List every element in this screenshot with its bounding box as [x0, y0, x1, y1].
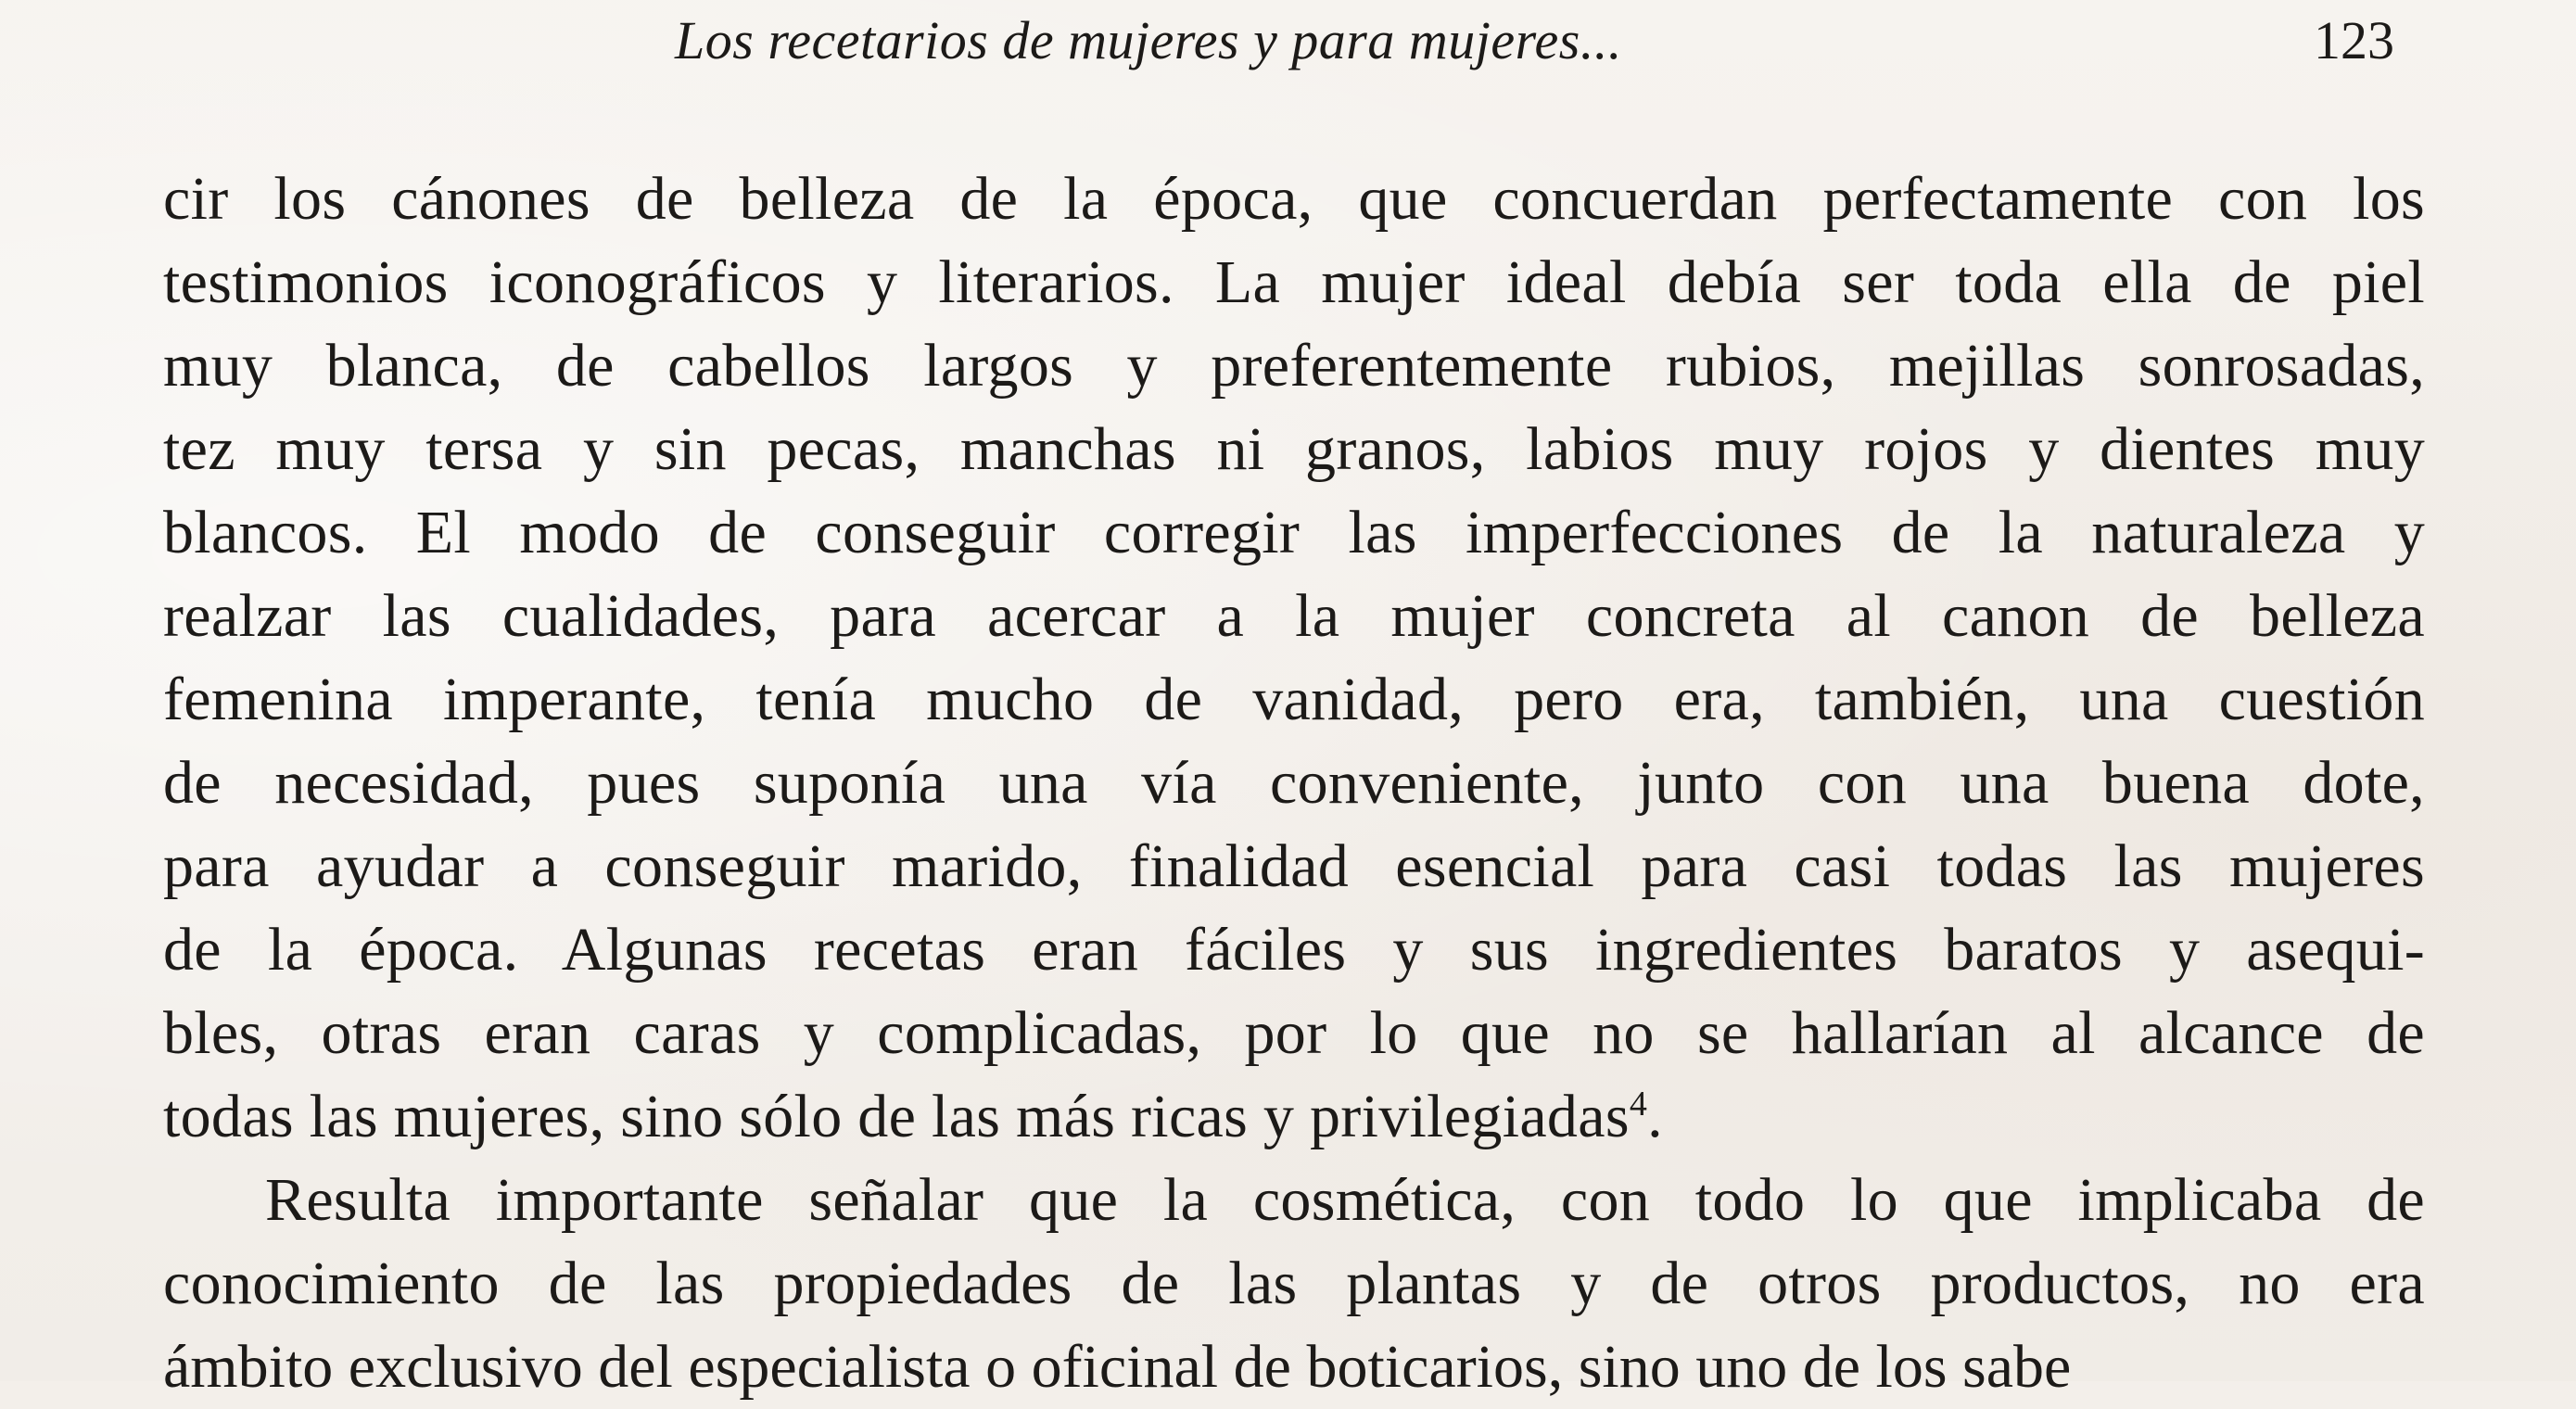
text-line: testimonios iconográficos y literarios. La mujer ideal debía ser toda ella de piel: [163, 248, 2425, 316]
text-line: muy blanca, de cabellos largos y preferentemente rubios, mejillas sonrosadas,: [163, 332, 2425, 400]
text-line: blancos. El modo de conseguir corregir las imperfecciones de la naturaleza y: [163, 499, 2425, 566]
text-line: realzar las cualidades, para acercar a la mujer concreta al canon de belleza: [163, 582, 2425, 650]
text-line: bles, otras eran caras y complicadas, por lo que no se hallarían al alcance de: [163, 999, 2425, 1067]
text-line: cir los cánones de belleza de la época, que concuerdan perfectamente con los: [163, 165, 2425, 233]
text-line: de necesidad, pues suponía una vía conveniente, junto con una buena dote,: [163, 749, 2425, 817]
text-line: para ayudar a conseguir marido, finalidad esencial para casi todas las mujeres: [163, 832, 2425, 900]
footnote-reference[interactable]: 4: [1629, 1085, 1648, 1123]
running-title: Los recetarios de mujeres y para mujeres...: [675, 10, 1622, 70]
text-line: femenina imperante, tenía mucho de vanidad, pero era, también, una cuestión: [163, 666, 2425, 733]
text-line-indented: Resulta importante señalar que la cosmética, con todo lo que implicaba de: [265, 1166, 2425, 1234]
text-line: de la época. Algunas recetas eran fáciles y sus ingredientes baratos y asequi-: [163, 916, 2425, 984]
last-line-period: .: [1647, 1083, 1663, 1150]
body-text: [163, 158, 2425, 1401]
text-line: tez muy tersa y sin pecas, manchas ni granos, labios muy rojos y dientes muy: [163, 415, 2425, 483]
paragraph-2: [163, 1159, 2425, 1401]
paragraph-1: [163, 158, 2425, 1159]
text-line-last: [163, 1075, 2425, 1159]
last-line-text: todas las mujeres, sino sólo de las más ricas y privilegiadas: [163, 1083, 1630, 1150]
text-line: conocimiento de las propiedades de las plantas y de otros productos, no era: [163, 1250, 2425, 1317]
page-number: 123: [2314, 10, 2394, 70]
text-line-cut-off: ámbito exclusivo del especialista o oficinal de boticarios, sino uno de los sabe: [163, 1333, 2072, 1401]
